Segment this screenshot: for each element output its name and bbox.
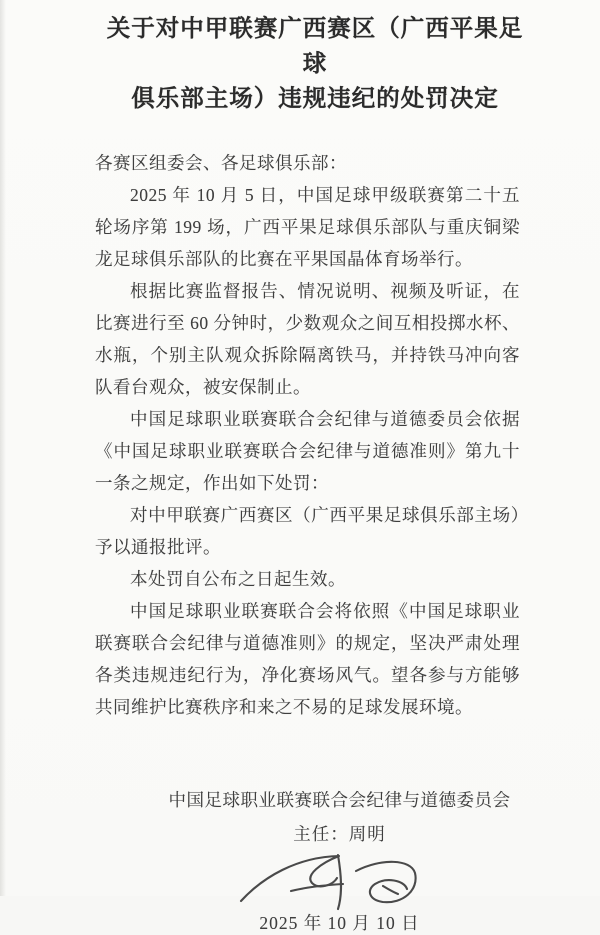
paragraph-closing-statement: 中国足球职业联赛联合会将依照《中国足球职业联赛联合会纪律与道德准则》的规定，坚决严肃处理各类违规违纪行为，净化赛场风气。望各参与方能够共同维护比赛秩序和来之不易的足球发展环境。: [95, 601, 520, 717]
document-title: [95, 12, 535, 117]
document-title-line2: 俱乐部主场）违规违纪的处罚决定: [131, 86, 499, 112]
spacer: [95, 723, 520, 787]
signer-title: 主任：周明: [293, 824, 386, 844]
signoff-block: [127, 787, 552, 935]
signature-icon: [235, 849, 445, 911]
paragraph-legal-basis: 中国足球职业联赛联合会纪律与道德委员会依据《中国足球职业联赛联合会纪律与道德准则》第九十一条之规定，作出如下处罚：: [95, 409, 520, 493]
paragraph-effective-date: 本处罚自公布之日起生效。: [130, 569, 346, 589]
paragraph-incident-description: 根据比赛监督报告、情况说明、视频及听证，在比赛进行至 60 分钟时，少数观众之间互相投掷水杯、水瓶，个别主队观众拆除隔离铁马，并持铁马冲向客队看台观众，被安保制止。: [95, 281, 520, 397]
paragraph-match-info: 2025 年 10 月 5 日，中国足球甲级联赛第二十五轮场序第 199 场，广西平果足球俱乐部队与重庆铜梁龙足球俱乐部队的比赛在平果国晶体育场举行。: [95, 185, 520, 269]
paragraph-punishment: 对中甲联赛广西赛区（广西平果足球俱乐部主场）予以通报批评。: [95, 505, 520, 557]
document-title-line1: 关于对中甲联赛广西赛区（广西平果足球: [106, 16, 524, 77]
handwritten-signature: [127, 849, 552, 911]
salutation: 各赛区组委会、各足球俱乐部：: [95, 153, 347, 173]
issuing-organization: 中国足球职业联赛联合会纪律与道德委员会: [168, 790, 511, 810]
document-date: 2025 年 10 月 10 日: [259, 913, 420, 933]
